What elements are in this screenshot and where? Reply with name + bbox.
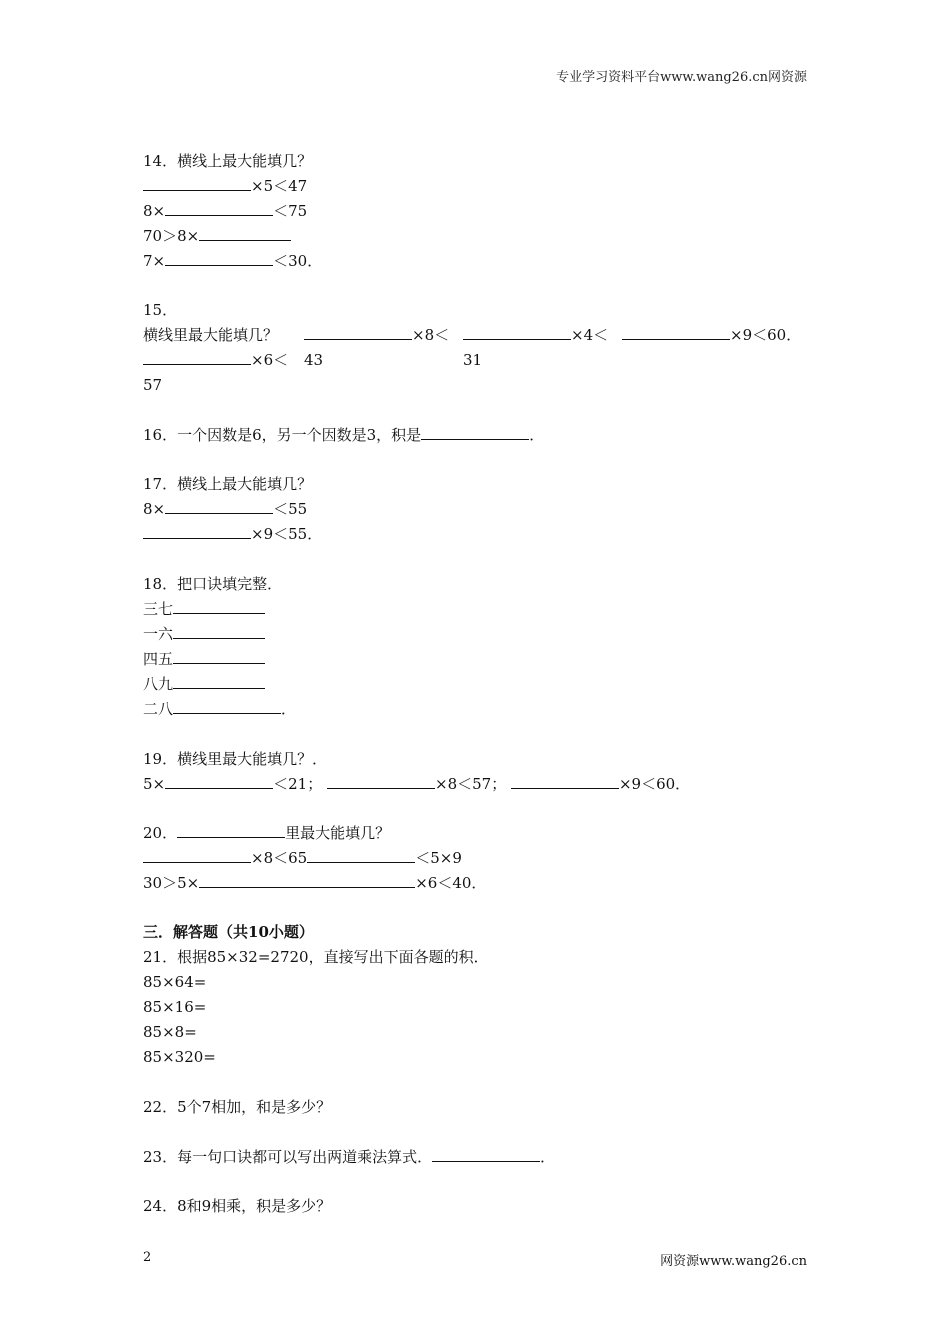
answer-blank[interactable] <box>173 699 281 714</box>
q21-title: 21．根据85×32=2720，直接写出下面各题的积． <box>143 948 489 966</box>
answer-blank[interactable] <box>165 201 273 216</box>
answer-blank[interactable] <box>143 350 251 365</box>
answer-blank[interactable] <box>199 226 291 241</box>
answer-blank[interactable] <box>173 649 265 664</box>
q15-value-57: 57 <box>143 376 163 394</box>
answer-blank[interactable] <box>304 325 412 340</box>
q23: 23．每一句口诀都可以写出两道乘法算式． ． <box>143 1148 556 1166</box>
answer-blank[interactable] <box>173 624 265 639</box>
q18-item: 四五 <box>143 649 265 669</box>
q15-item-d: ×6＜ <box>143 350 288 370</box>
q15-item-a: ×8＜ <box>304 325 449 345</box>
answer-blank[interactable] <box>177 823 285 838</box>
q15-line1: 横线里最大能填几？ <box>143 326 279 344</box>
q20-line1: ×8＜65 ＜5×9 <box>143 848 462 868</box>
q21-item: 85×16= <box>143 998 207 1016</box>
q17-title: 17．横线上最大能填几？ <box>143 475 313 493</box>
q15-item-c: ×9＜60． <box>622 325 801 345</box>
answer-blank[interactable] <box>432 1147 540 1162</box>
q19-line1: 5× ＜21； ×8＜57； ×9＜60． <box>143 775 691 793</box>
answer-blank[interactable] <box>165 251 273 266</box>
q21-item: 85×64= <box>143 973 207 991</box>
answer-blank[interactable] <box>421 425 529 440</box>
answer-blank[interactable] <box>511 774 619 789</box>
answer-blank[interactable] <box>143 848 251 863</box>
q16: 16．一个因数是6，另一个因数是3，积是 ． <box>143 426 545 444</box>
answer-blank[interactable] <box>327 774 435 789</box>
q18-item: 二八 ． <box>143 700 297 718</box>
q15-value-43: 43 <box>304 351 324 369</box>
page-header: 专业学习资料平台www.wang26.cn网资源 <box>556 70 807 85</box>
q14-line3: 70＞8× <box>143 226 291 246</box>
answer-blank[interactable] <box>143 524 251 539</box>
answer-blank[interactable] <box>199 873 307 888</box>
q24: 24．8和9相乘，积是多少？ <box>143 1197 332 1215</box>
answer-blank[interactable] <box>173 674 265 689</box>
q20-line2: 30＞5× ×6＜40． <box>143 874 487 892</box>
answer-blank[interactable] <box>622 325 730 340</box>
answer-blank[interactable] <box>143 176 251 191</box>
q14-title: 14．横线上最大能填几？ <box>143 152 313 170</box>
answer-blank[interactable] <box>463 325 571 340</box>
answer-blank[interactable] <box>173 599 265 614</box>
q20-title: 20． 里最大能填几？ <box>143 824 391 842</box>
page-footer: 网资源www.wang26.cn <box>660 1254 807 1269</box>
q17-line1: 8× ＜55 <box>143 500 308 518</box>
answer-blank[interactable] <box>165 774 273 789</box>
q15-item-b: ×4＜ <box>463 325 608 345</box>
q22: 22．5个7相加，和是多少？ <box>143 1098 332 1116</box>
q21-item: 85×8= <box>143 1023 197 1041</box>
section-heading: 三．解答题（共10小题） <box>143 923 314 941</box>
answer-blank[interactable] <box>307 848 415 863</box>
q15-number: 15． <box>143 301 178 319</box>
q17-line2: ×9＜55． <box>143 524 322 544</box>
q21-item: 85×320= <box>143 1048 216 1066</box>
q19-title: 19．横线里最大能填几？． <box>143 750 328 768</box>
q18-item: 一六 <box>143 624 265 644</box>
q15-value-31: 31 <box>463 351 483 369</box>
q14-line1: ×5＜47 <box>143 176 307 196</box>
page-number: 2 <box>143 1250 152 1265</box>
answer-blank[interactable] <box>307 873 415 888</box>
q14-line2: 8× ＜75 <box>143 202 308 220</box>
q18-item: 八九 <box>143 674 265 694</box>
q18-title: 18．把口诀填完整． <box>143 575 283 593</box>
answer-blank[interactable] <box>165 499 273 514</box>
q14-line4: 7× ＜30． <box>143 252 323 270</box>
q18-item: 三七 <box>143 599 265 619</box>
